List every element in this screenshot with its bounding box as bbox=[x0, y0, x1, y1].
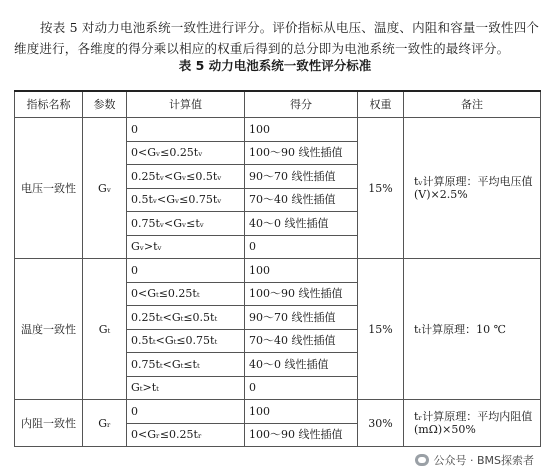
header-weight: 权重 bbox=[358, 91, 404, 118]
remark-cell: tₜ计算原理：10 ℃ bbox=[404, 259, 541, 400]
table-body bbox=[15, 118, 541, 447]
calc-value-cell: 0<Gₜ≤0.25tₜ bbox=[127, 282, 245, 306]
header-remarks: 备注 bbox=[404, 91, 541, 118]
score-cell: 0 bbox=[245, 235, 358, 259]
calc-value-cell: 0<Gᵥ≤0.25tᵥ bbox=[127, 141, 245, 165]
score-cell: 90～70 线性插值 bbox=[245, 306, 358, 330]
calc-value-cell: Gᵥ>tᵥ bbox=[127, 235, 245, 259]
score-cell: 100 bbox=[245, 118, 358, 142]
header-parameter: 参数 bbox=[83, 91, 127, 118]
score-cell: 100～90 线性插值 bbox=[245, 282, 358, 306]
calc-value-cell: 0 bbox=[127, 259, 245, 283]
calc-value-cell: 0.25tₜ<Gₜ≤0.5tₜ bbox=[127, 306, 245, 330]
indicator-name-cell: 内阻一致性 bbox=[15, 400, 83, 447]
score-cell: 70～40 线性插值 bbox=[245, 188, 358, 212]
score-cell: 100～90 线性插值 bbox=[245, 141, 358, 165]
table-row bbox=[15, 400, 541, 424]
score-cell: 40～0 线性插值 bbox=[245, 212, 358, 236]
calc-value-cell: 0.5tᵥ<Gᵥ≤0.75tᵥ bbox=[127, 188, 245, 212]
score-cell: 0 bbox=[245, 376, 358, 400]
calc-value-cell: 0<Gᵣ≤0.25tᵣ bbox=[127, 423, 245, 447]
parameter-cell: Gᵣ bbox=[83, 400, 127, 447]
table-row bbox=[15, 259, 541, 283]
weight-cell: 15% bbox=[358, 259, 404, 400]
indicator-name-cell: 电压一致性 bbox=[15, 118, 83, 259]
weight-cell: 15% bbox=[358, 118, 404, 259]
calc-value-cell: 0.5tₜ<Gₜ≤0.75tₜ bbox=[127, 329, 245, 353]
header-score: 得分 bbox=[245, 91, 358, 118]
calc-value-cell: 0.75tᵥ<Gᵥ≤tᵥ bbox=[127, 212, 245, 236]
table-row bbox=[15, 118, 541, 142]
header-calculated-value: 计算值 bbox=[127, 91, 245, 118]
calc-value-cell: 0.25tᵥ<Gᵥ≤0.5tᵥ bbox=[127, 165, 245, 189]
watermark-text: 公众号 · BMS探索者 bbox=[433, 454, 534, 467]
remark-cell: tᵥ计算原理：平均电压值(V)×2.5% bbox=[404, 118, 541, 259]
watermark bbox=[411, 451, 538, 469]
wechat-icon bbox=[415, 454, 429, 466]
score-cell: 70～40 线性插值 bbox=[245, 329, 358, 353]
header-indicator: 指标名称 bbox=[15, 91, 83, 118]
remark-cell: tᵣ计算原理：平均内阻值(mΩ)×50% bbox=[404, 400, 541, 447]
calc-value-cell: 0.75tₜ<Gₜ≤tₜ bbox=[127, 353, 245, 377]
score-cell: 90～70 线性插值 bbox=[245, 165, 358, 189]
indicator-name-cell: 温度一致性 bbox=[15, 259, 83, 400]
parameter-cell: Gₜ bbox=[83, 259, 127, 400]
score-cell: 100 bbox=[245, 259, 358, 283]
score-cell: 100 bbox=[245, 400, 358, 424]
score-cell: 40～0 线性插值 bbox=[245, 353, 358, 377]
table-header-row bbox=[15, 91, 541, 118]
calc-value-cell: 0 bbox=[127, 118, 245, 142]
calc-value-cell: 0 bbox=[127, 400, 245, 424]
score-cell: 100～90 线性插值 bbox=[245, 423, 358, 447]
consistency-score-table bbox=[14, 90, 541, 447]
calc-value-cell: Gₜ>tₜ bbox=[127, 376, 245, 400]
intro-paragraph: 按表 5 对动力电池系统一致性进行评分。评价指标从电压、温度、内阻和容量一致性四个维度进行，各维度的得分乘以相应的权重后得到的总分即为电池系统一致性的最终评分。 bbox=[14, 19, 540, 56]
table-caption: 表 5 动力电池系统一致性评分标准 bbox=[178, 58, 372, 73]
parameter-cell: Gᵥ bbox=[83, 118, 127, 259]
weight-cell: 30% bbox=[358, 400, 404, 447]
